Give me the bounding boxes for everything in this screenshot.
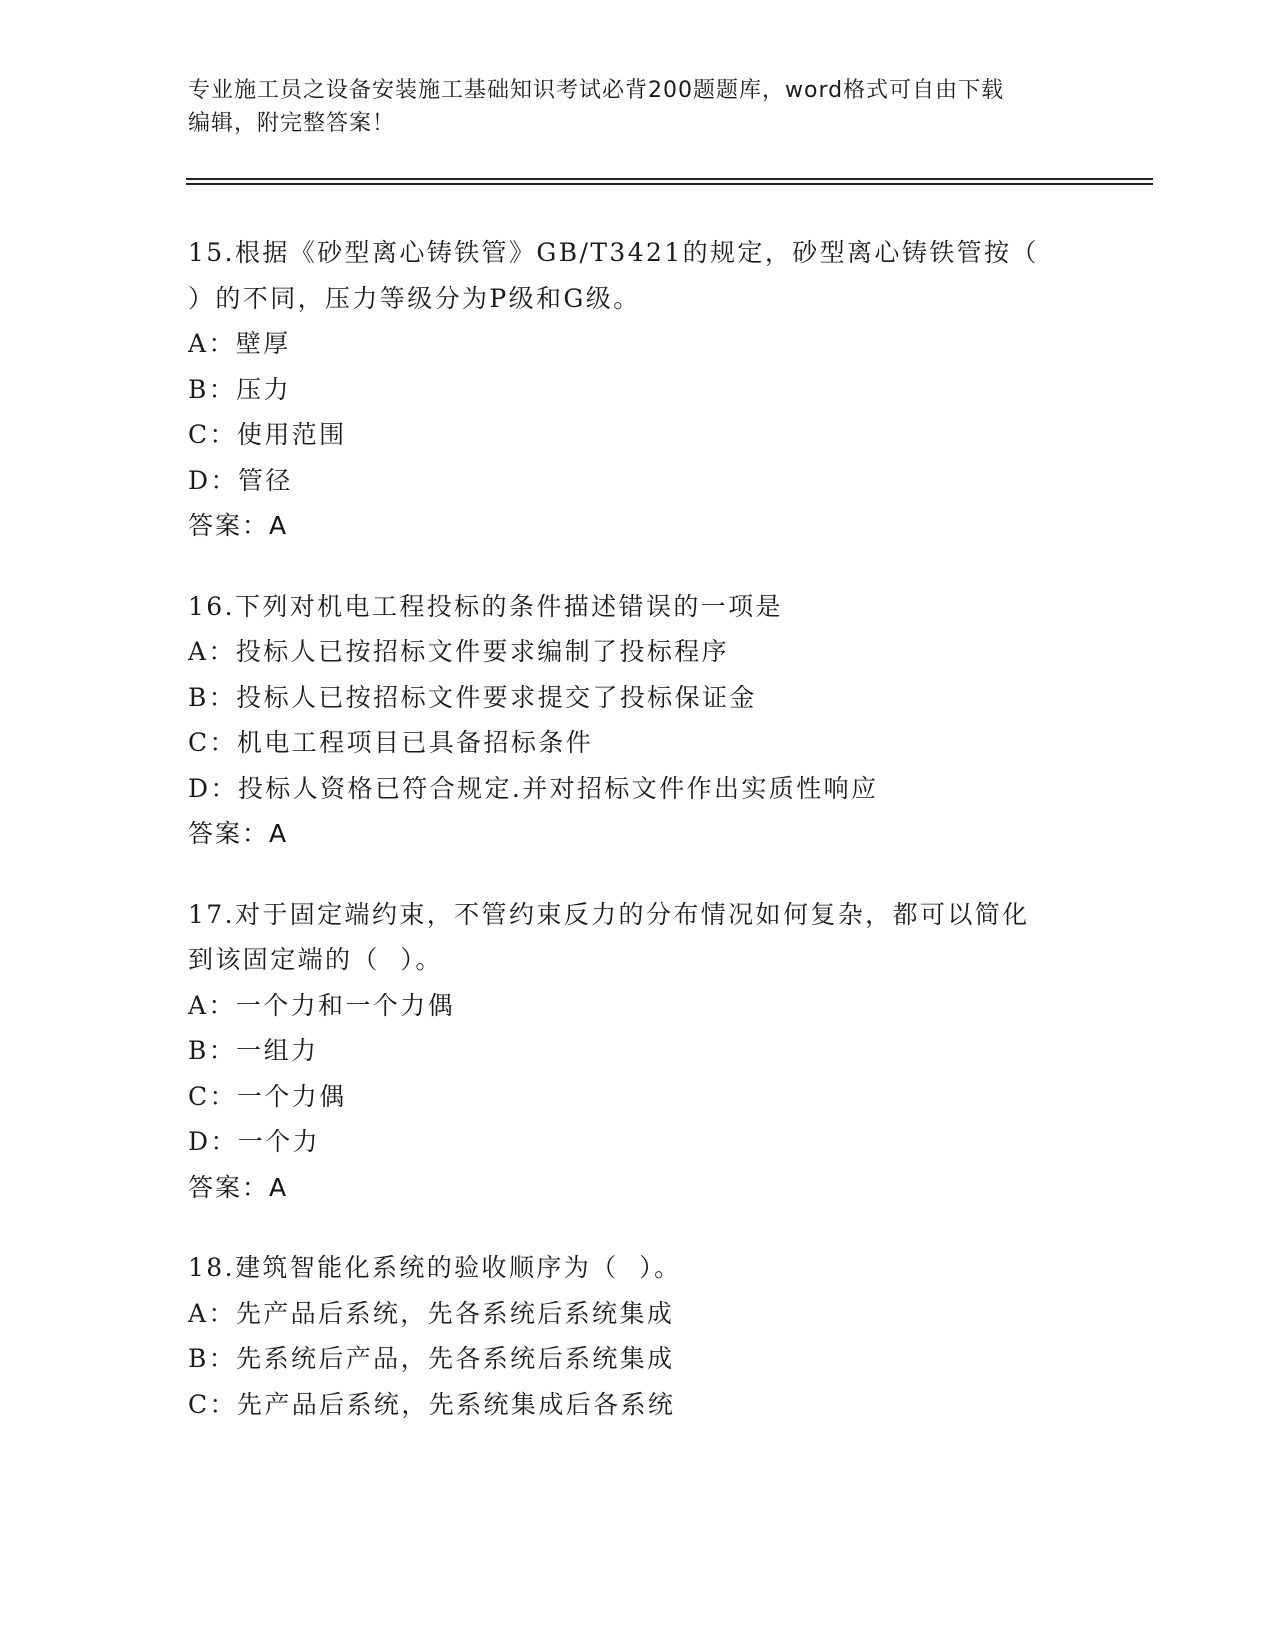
option-b: B：先系统后产品，先各系统后系统集成 xyxy=(188,1344,675,1373)
question-stem-line: 到该固定端的（ ）。 xyxy=(188,945,443,974)
option-a: A：先产品后系统，先各系统后系统集成 xyxy=(188,1298,675,1328)
header-divider-top xyxy=(186,178,1153,180)
option-a: A：投标人已按招标文件要求编制了投标程序 xyxy=(188,637,730,666)
option-a: A：一个力和一个力偶 xyxy=(188,990,456,1020)
question-stem-line: 17.对于固定端约束，不管约束反力的分布情况如何复杂，都可以简化 xyxy=(188,899,1030,929)
option-d: D：管径 xyxy=(188,465,293,495)
option-b: B：压力 xyxy=(188,374,291,404)
option-c: C：机电工程项目已具备招标条件 xyxy=(188,728,594,757)
question-18 xyxy=(188,1245,1088,1427)
option-d: D：投标人资格已符合规定.并对招标文件作出实质性响应 xyxy=(188,773,879,803)
question-15 xyxy=(188,230,1088,549)
document-header xyxy=(188,74,1068,140)
answer-line: 答案：A xyxy=(188,1172,289,1202)
option-c: C：使用范围 xyxy=(188,420,347,449)
header-divider-bottom xyxy=(186,183,1153,185)
header-line-2: 编辑，附完整答案！ xyxy=(188,111,396,136)
question-stem-line: ）的不同，压力等级分为P级和G级。 xyxy=(188,283,641,313)
question-stem-line: 15.根据《砂型离心铸铁管》GB/T3421的规定，砂型离心铸铁管按（ xyxy=(188,238,1039,267)
answer-line: 答案：A xyxy=(188,511,289,540)
option-d: D：一个力 xyxy=(188,1127,321,1156)
option-b: B：投标人已按招标文件要求提交了投标保证金 xyxy=(188,682,757,712)
question-stem-line: 16.下列对机电工程投标的条件描述错误的一项是 xyxy=(188,591,783,621)
header-line-1: 专业施工员之设备安装施工基础知识考试必背200题题库，word格式可自由下载 xyxy=(188,78,1005,103)
option-a: A：壁厚 xyxy=(188,329,291,358)
question-stem-line: 18.建筑智能化系统的验收顺序为（ ）。 xyxy=(188,1253,682,1282)
question-16 xyxy=(188,584,1088,857)
option-c: C：先产品后系统，先系统集成后各系统 xyxy=(188,1389,676,1419)
option-c: C：一个力偶 xyxy=(188,1081,347,1111)
question-list xyxy=(188,230,1088,1462)
question-17 xyxy=(188,892,1088,1211)
answer-line: 答案：A xyxy=(188,819,289,848)
option-b: B：一组力 xyxy=(188,1036,319,1065)
